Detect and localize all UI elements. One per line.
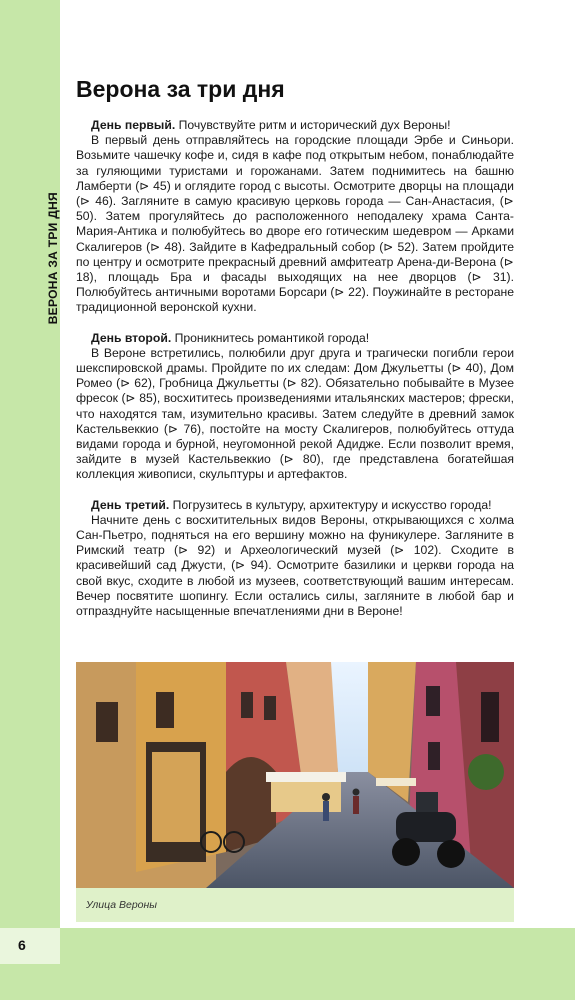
verona-street-photo (76, 662, 514, 888)
day-one-heading: День первый. (91, 118, 176, 132)
day-two-lead: Проникнитесь романтикой города! (171, 330, 370, 345)
day-one-section (76, 118, 514, 316)
day-one-lead: Почувствуйте ритм и исторический дух Вероны! (175, 118, 451, 132)
vertical-chapter-title: ВЕРОНА ЗА ТРИ ДНЯ (46, 192, 60, 325)
day-two-body: В Вероне встретились, полюбили друг друга и трагически погибли герои шекспировской драмы. Пройдите по их следам: Дом Джульетты (⊳ 40), Дом Ромео (⊳ 62), Гробница Джульетты (⊳ 82). Обязательно побывайте в Музее фресок (⊳ 85), восхититесь произведениями итальянских мастеров; фрески, что находятся там, изумительно красивы. Затем следуйте в древний замок Кастельвеккио (⊳ 76), постойте на мосту Скалигеров, полюбуйтесь оттуда видами города и бурной, неугомонной рекой Адидже. Если позволит время, зайдите в музей Кастельвеккио (⊳ 80), где представлена богатейшая коллекция живописи, скульптуры и артефактов. (76, 345, 514, 482)
day-two-heading: День второй. (91, 330, 172, 345)
day-three-section (76, 498, 514, 620)
page-title: Верона за три дня (76, 76, 285, 102)
day-two-section (76, 331, 514, 483)
article-body (76, 118, 514, 634)
page-number: 6 (18, 937, 26, 953)
day-one-body: В первый день отправляйтесь на городские площади Эрбе и Синьори. Возьмите чашечку кофе и, сидя в кафе под открытым небом, понаблюдайте за гуляющими туристами и горожанами. Затем поднимитесь на башню Ламберти (⊳ 45) и оглядите город с высоты. Осмотрите дворцы на площади (⊳ 46). Загляните в самую красивую церковь города — Сан-Анастасия, (⊳ 50). Затем прогуляйтесь до расположенного неподалеку храма Санта-Мария-Антика и полюбуйтесь во дворе его готическим шедевром — Арками Скалигеров (⊳ 48). Зайдите в Кафедральный собор (⊳ 52). Затем пройдите по центру и осмотрите прекрасный древний амфитеатр Арена-ди-Верона (⊳ 18), площадь Бра и фасады выходящих на нее дворцов (⊳ 31). Полюбуйтесь античными воротами Борсари (⊳ 22). Поужинайте в ресторане традиционной веронской кухни. (76, 133, 514, 315)
day-three-body: Начните день с восхитительных видов Вероны, открывающихся с холма Сан-Пьетро, подняться на его вершину можно на фуникулере. Загляните в Римский театр (⊳ 92) и Археологический музей (⊳ 102). Сходите в красивейший сад Джусти, (⊳ 94). Осмотрите базилики и церкви города на свой вкус, сходите в любой из музеев, соответствующий вашим интересам. Вечер посвятите шопингу. Если остались силы, загляните в любой бар и отпразднуйте насыщенные впечатлениями дни в Вероне! (76, 512, 514, 619)
day-three-lead: Погрузитесь в культуру, архитектуру и искусство города! (169, 497, 492, 512)
side-color-bar (0, 0, 60, 928)
bottom-color-band (0, 928, 575, 1000)
page-number-box (0, 928, 60, 964)
day-three-heading: День третий. (91, 497, 170, 512)
photo-caption: Улица Вероны (86, 899, 158, 911)
